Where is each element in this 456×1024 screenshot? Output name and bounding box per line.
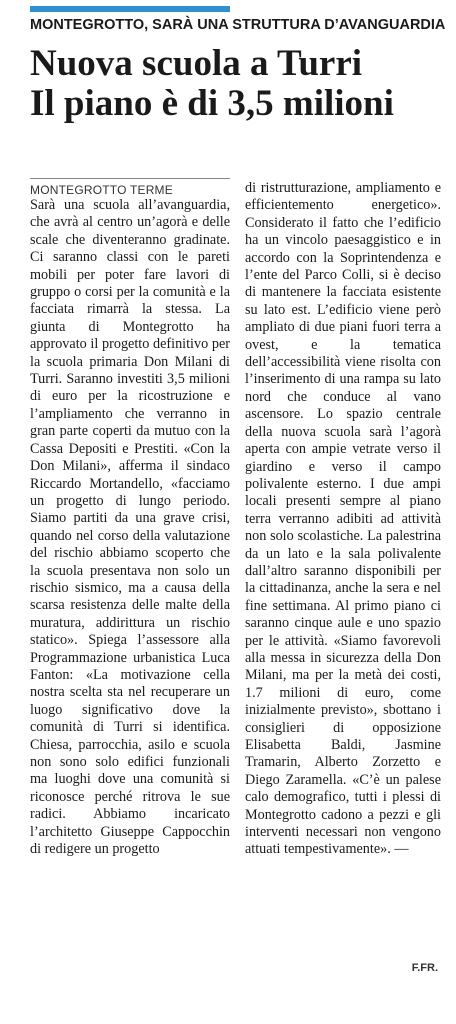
dateline: MONTEGROTTO TERME (30, 178, 230, 197)
section-accent-bar (30, 6, 230, 12)
author-signature: F.FR. (411, 962, 438, 974)
headline (30, 44, 445, 124)
article-column-1: Sarà una scuola all’avanguardia, che avrà al centro un’agorà e delle scale che diventeranno gradinate. Ci saranno classi con le pareti mobili per poter fare lavori di gruppo o corsi per la comunità e la facciata rimarrà la stessa. La giunta di Montegrotto ha approvato il progetto definitivo per la scuola primaria Don Milani di Turri. Saranno investiti 3,5 milioni di euro per la ricostruzione e l’ampliamento che verranno in gran parte coperti da mutuo con la Cassa Depositi e Prestiti. «Con la Don Milani», afferma il sindaco Riccardo Mortandello, «facciamo un progetto di lungo periodo. Siamo partiti da una grave crisi, quando nel corso della valutazione del rischio abbiamo scoperto che la scuola presentava non solo un rischio sismico, ma a causa della scarsa resistenza delle malte della muratura, addirittura un rischio statico». Spiega l’assessore alla Programmazione urbanistica Luca Fanton: «La motivazione cella nostra scelta sta nel recuperare un luogo significativo dove la comunità di Turri si identifica. Chiesa, parrocchia, asilo e scuola non sono solo edifici funzionali ma luoghi dove una comunità si riconosce perché ritrova le sue radici. Abbiamo incaricato l’architetto Giuseppe Cappocchin di redigere un progetto (30, 197, 230, 858)
headline-line-1: Nuova scuola a Turri (30, 43, 363, 84)
headline-line-2: Il piano è di 3,5 milioni (30, 83, 394, 124)
article-column-2: di ristrutturazione, ampliamento e efficientemento energetico». Considerato il fatto che l’edificio ha un vincolo paesaggistico e in accordo con la Soprintendenza e l’ente del Parco Colli, si è deciso di mantenere la facciata esistente su lato est. L’edificio viene però ampliato di due piani fuori terra a ovest, e la tematica dell’accessibilità viene risolta con l’inserimento di una rampa su lato nord che conduce al vano ascensore. Lo spazio centrale della nuova scuola sarà l’agorà aperta con ampie vetrate verso il giardino e verso il campo polivalente esterno. I due ampi locali presenti sempre al piano terra verranno adibiti ad attività non solo scolastiche. La palestrina da un lato e la sala polivalente dall’altro saranno disponibili per la cittadinanza, anche la sera e nel fine settimana. Al primo piano ci saranno cinque aule e uno spazio per le attività. «Siamo favorevoli alla messa in sicurezza della Don Milani, ma per la metà dei costi, 1.7 milioni di euro, come inizialmente previsto», sbottano i consiglieri di opposizione Elisabetta Baldi, Jasmine Tramarin, Alberto Zorzetto e Diego Zaramella. «C’è un palese calo demografico, tutti i plessi di Montegrotto cadono a pezzi e gli interventi necessari non vengono attuati tempestivamente». — (245, 180, 441, 858)
kicker: MONTEGROTTO, SARÀ UNA STRUTTURA D’AVANGUARDIA (30, 17, 446, 33)
